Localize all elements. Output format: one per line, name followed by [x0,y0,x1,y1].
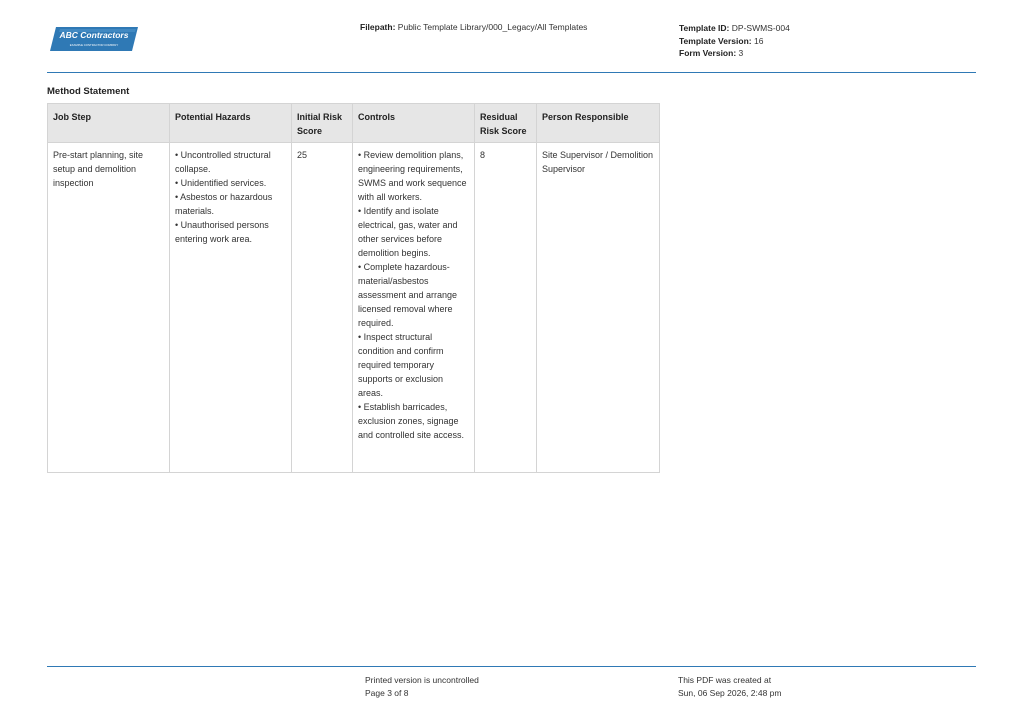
cell-initial-risk: 25 [292,143,353,473]
cell-job-step: Pre-start planning, site setup and demolition inspection [48,143,170,473]
hazard-item: • Unidentified services. [175,178,267,188]
filepath-label: Filepath: [360,22,396,32]
page-number: Page 3 of 8 [365,687,409,698]
form-version-value: 3 [738,48,744,58]
template-id-value: DP-SWMS-004 [731,23,790,33]
hazard-item: • Asbestos or hazardous materials. [175,192,273,216]
cell-residual-risk: 8 [475,143,537,473]
column-header-residual-risk: Residual Risk Score [475,104,537,143]
footer-center [365,674,479,699]
template-meta [679,22,790,60]
page-header [0,0,1024,75]
footer-right [678,674,782,699]
uncontrolled-notice: Printed version is uncontrolled [365,675,479,685]
table-row [48,143,660,473]
template-version-label: Template Version: [679,35,752,46]
footer-divider [47,666,976,667]
hazard-item: • Unauthorised persons entering work area. [175,220,269,244]
table-header-row [48,104,660,143]
column-header-person-responsible: Person Responsible [537,104,660,143]
control-item: • Complete hazardous-material/asbestos assessment and arrange licensed removal where required. [358,262,458,328]
template-version-value: 16 [753,35,764,46]
template-id [679,22,790,35]
method-statement-table [47,103,660,473]
form-version [679,47,790,60]
template-id-label: Template ID: [679,23,730,33]
logo-text: ABC Contractors [59,30,129,40]
cell-controls [353,143,475,473]
logo-subtext: EXAMPLE CONTRACTOR COMPANY [69,43,119,47]
filepath [360,22,587,32]
control-item: • Establish barricades, exclusion zones, signage and controlled site access. [358,402,465,440]
cell-person-responsible: Site Supervisor / Demolition Supervisor [537,143,660,473]
control-item: • Review demolition plans, engineering requirements, SWMS and work sequence with all workers. [358,150,467,202]
control-item: • Inspect structural condition and confirm required temporary supports or exclusion areas. [358,332,444,398]
cell-potential-hazards [170,143,292,473]
company-logo [50,26,138,52]
form-version-label: Form Version: [679,48,737,58]
column-header-initial-risk: Initial Risk Score [292,104,353,143]
control-item: • Identify and isolate electrical, gas, water and other services before demolition begins. [358,206,458,258]
column-header-controls: Controls [353,104,475,143]
column-header-job-step: Job Step [48,104,170,143]
template-version [679,35,790,48]
section-title: Method Statement [47,86,130,97]
column-header-potential-hazards: Potential Hazards [170,104,292,143]
header-divider [47,72,976,73]
filepath-value: Public Template Library/000_Legacy/All Templates [397,22,588,32]
hazard-item: • Uncontrolled structural collapse. [175,150,271,174]
created-timestamp: Sun, 06 Sep 2026, 2:48 pm [678,687,782,698]
created-label: This PDF was created at [678,675,772,685]
